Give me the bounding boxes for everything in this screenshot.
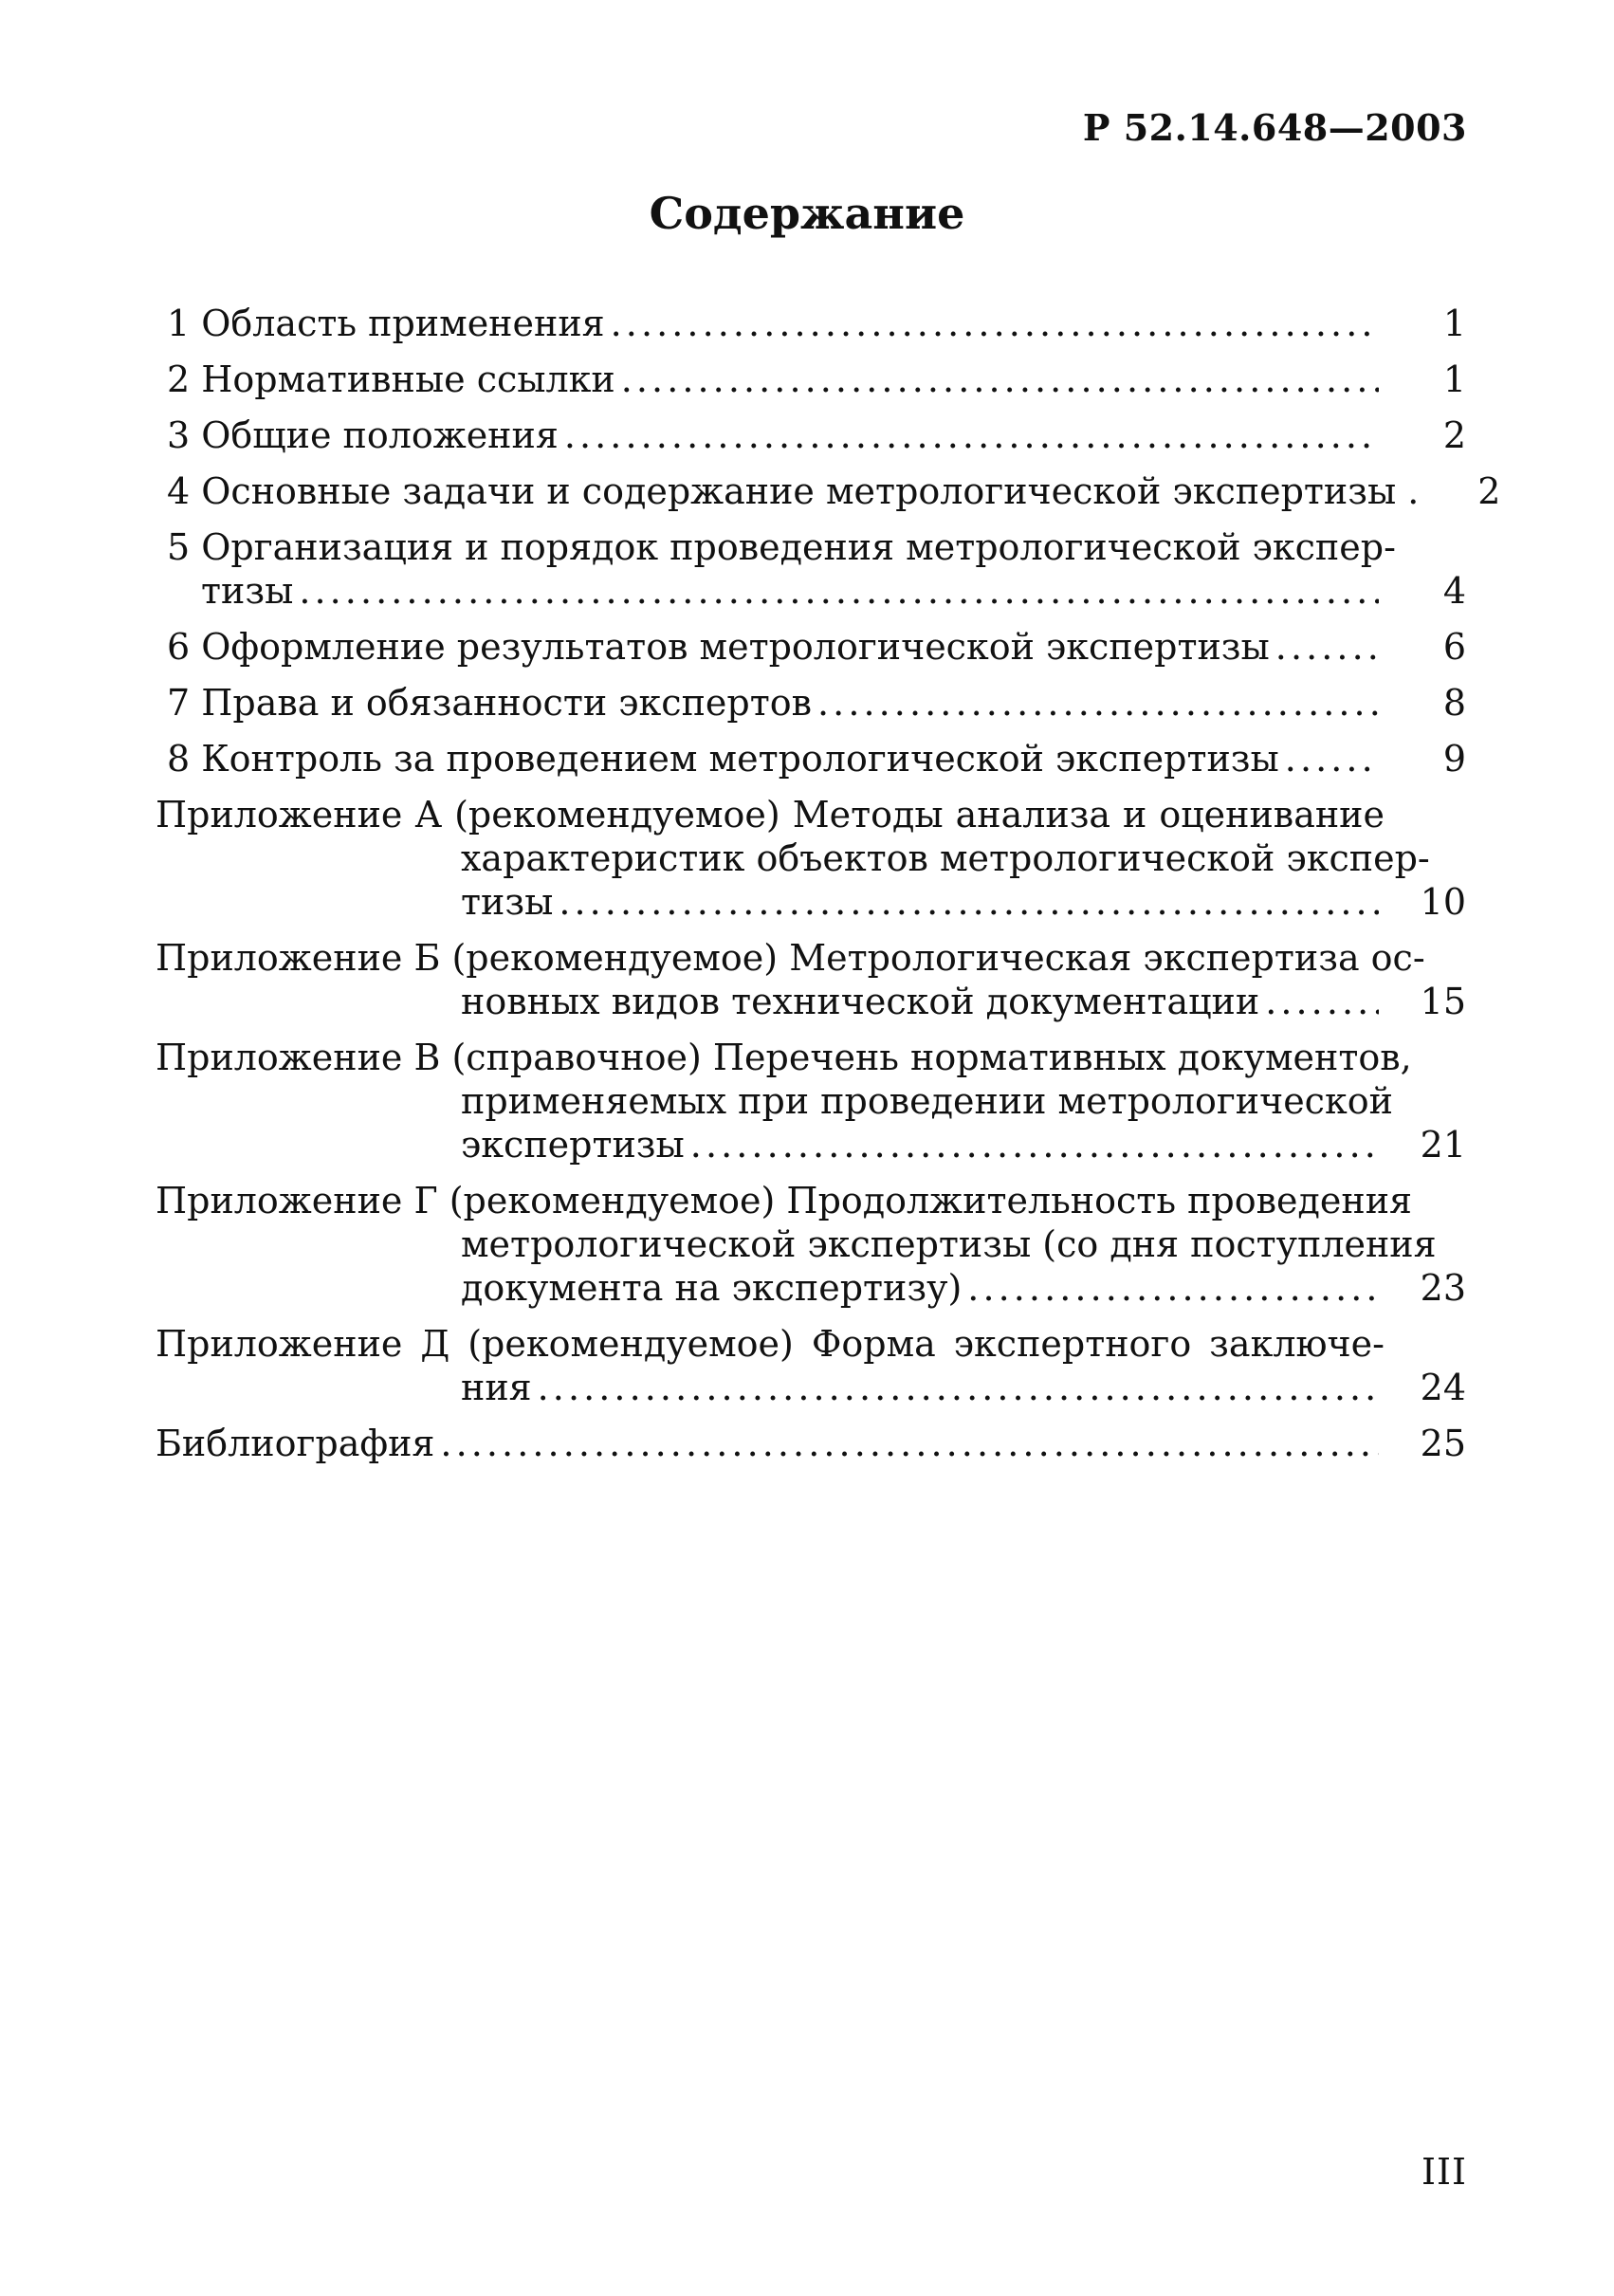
toc-entry-8[interactable] bbox=[156, 737, 1466, 781]
dot-leader bbox=[559, 880, 1379, 924]
dot-leader bbox=[440, 1422, 1379, 1465]
table-of-contents bbox=[156, 302, 1501, 1478]
toc-entry-text-cont: ния bbox=[461, 1367, 532, 1408]
dot-leader bbox=[564, 413, 1379, 457]
dot-leader bbox=[1265, 980, 1379, 1023]
toc-entry-text: 5 Организация и порядок проведения метрологической экспер- bbox=[167, 526, 1396, 568]
toc-entry-text: 7 Права и обязанности экспертов bbox=[167, 682, 813, 724]
toc-entry-text-cont: тизы bbox=[201, 570, 294, 612]
toc-entry-appendix-b[interactable] bbox=[156, 936, 1466, 1023]
toc-entry-2[interactable] bbox=[156, 358, 1466, 401]
toc-entry-text: 4 Основные задачи и содержание метрологической экспертизы . bbox=[167, 470, 1420, 512]
toc-entry-text-cont: характеристик объектов метрологической экспер- bbox=[461, 837, 1430, 879]
toc-entry-text: 2 Нормативные ссылки bbox=[167, 358, 615, 400]
toc-page-number: 6 bbox=[1442, 626, 1466, 668]
toc-page-number: 9 bbox=[1442, 738, 1466, 780]
toc-entry-text: Приложение Б (рекомендуемое) Метрологическая экспертиза ос- bbox=[156, 937, 1425, 979]
toc-page-number: 24 bbox=[1420, 1367, 1466, 1408]
toc-page-number: 23 bbox=[1420, 1267, 1466, 1309]
dot-leader bbox=[817, 681, 1379, 725]
toc-entry-appendix-d[interactable] bbox=[156, 1322, 1466, 1409]
toc-entry-text-cont: новных видов технической документации bbox=[461, 981, 1260, 1022]
toc-entry-6[interactable] bbox=[156, 625, 1466, 669]
document-code: Р 52.14.648—2003 bbox=[1082, 106, 1467, 149]
toc-entry-text-cont: метрологической экспертизы (со дня поступления bbox=[461, 1223, 1437, 1265]
toc-page-number: 1 bbox=[1442, 358, 1466, 400]
toc-entry-text: Приложение Г (рекомендуемое) Продолжительность проведения bbox=[156, 1180, 1413, 1221]
toc-entry-text: 6 Оформление результатов метрологической экспертизы bbox=[167, 626, 1270, 668]
page-title: Содержание bbox=[649, 188, 965, 239]
dot-leader bbox=[1275, 625, 1379, 669]
toc-entry-7[interactable] bbox=[156, 681, 1466, 725]
toc-entry-text: 1 Область применения bbox=[167, 303, 605, 344]
toc-page-number: 10 bbox=[1420, 881, 1466, 923]
toc-entry-appendix-g[interactable] bbox=[156, 1179, 1466, 1310]
toc-page-number: 2 bbox=[1477, 470, 1501, 512]
toc-entry-5[interactable] bbox=[156, 525, 1466, 613]
dot-leader bbox=[1285, 737, 1379, 781]
toc-page-number: 15 bbox=[1420, 981, 1466, 1022]
toc-entry-text: 8 Контроль за проведением метрологической экспертизы bbox=[167, 738, 1279, 780]
dot-leader bbox=[690, 1123, 1379, 1166]
toc-entry-3[interactable] bbox=[156, 413, 1466, 457]
toc-entry-text: 3 Общие положения bbox=[167, 414, 559, 456]
toc-page-number: 1 bbox=[1442, 303, 1466, 344]
page-number: III bbox=[1421, 2151, 1467, 2193]
dot-leader bbox=[967, 1266, 1379, 1310]
dot-leader bbox=[299, 569, 1379, 613]
toc-page-number: 21 bbox=[1420, 1124, 1466, 1166]
toc-entry-bibliography[interactable] bbox=[156, 1422, 1466, 1465]
toc-entry-text-cont: тизы bbox=[461, 881, 554, 923]
toc-entry-4[interactable] bbox=[156, 469, 1501, 513]
toc-entry-text: Библиография bbox=[156, 1423, 435, 1464]
toc-page-number: 8 bbox=[1442, 682, 1466, 724]
dot-leader bbox=[538, 1366, 1379, 1409]
toc-entry-text-cont: документа на экспертизу) bbox=[461, 1267, 963, 1309]
toc-page-number: 25 bbox=[1420, 1423, 1466, 1464]
toc-entry-appendix-a[interactable] bbox=[156, 793, 1466, 924]
toc-page-number: 2 bbox=[1442, 414, 1466, 456]
toc-entry-1[interactable] bbox=[156, 302, 1466, 345]
toc-page-number: 4 bbox=[1442, 570, 1466, 612]
toc-entry-text: Приложение Д (рекомендуемое) Форма экспертного заключе- bbox=[156, 1323, 1385, 1365]
toc-entry-text-cont: экспертизы bbox=[461, 1124, 685, 1166]
toc-entry-appendix-v[interactable] bbox=[156, 1036, 1466, 1166]
toc-entry-text-cont: применяемых при проведении метрологической bbox=[461, 1080, 1393, 1122]
dot-leader bbox=[611, 302, 1379, 345]
toc-entry-text: Приложение В (справочное) Перечень нормативных документов, bbox=[156, 1037, 1412, 1078]
dot-leader bbox=[621, 358, 1379, 401]
toc-entry-text: Приложение А (рекомендуемое) Методы анализа и оценивание bbox=[156, 794, 1385, 836]
